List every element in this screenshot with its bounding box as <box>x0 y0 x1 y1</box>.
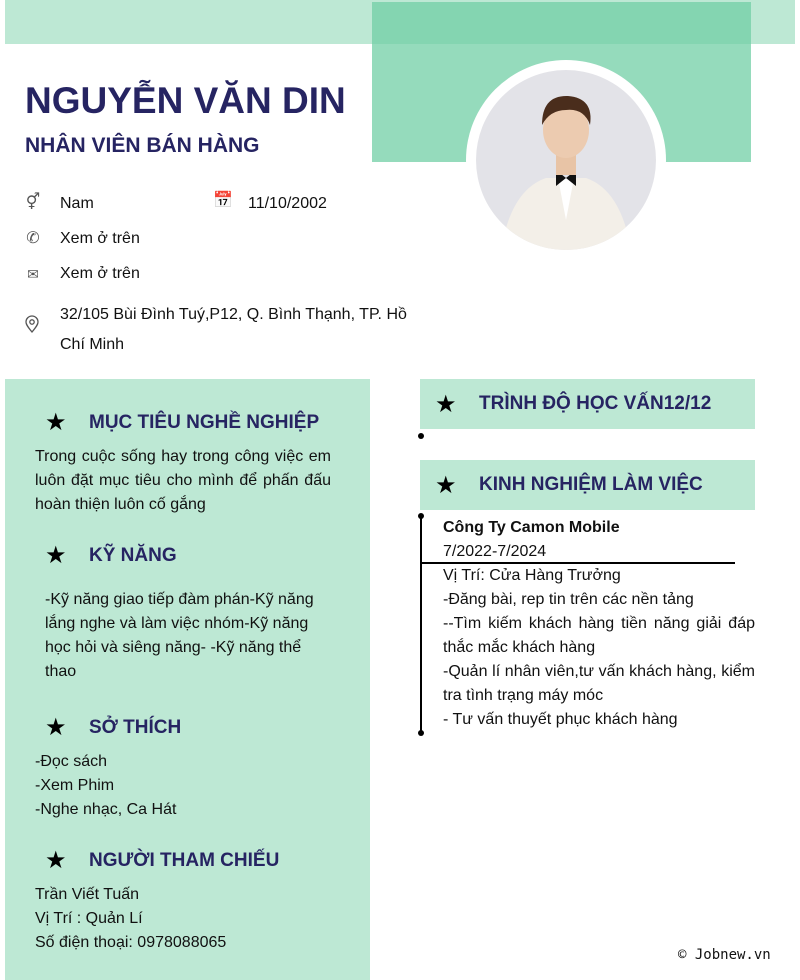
section-title: KỸ NĂNG <box>89 544 177 566</box>
star-icon: ★ <box>45 542 67 569</box>
education-heading <box>420 379 755 429</box>
address-value: 32/105 Bùi Đình Tuý,P12, Q. Bình Thạnh, TP. Hồ Chí Minh <box>60 306 407 353</box>
work-position: Vị Trí: Cửa Hàng Trưởng <box>443 567 621 584</box>
work-detail: --Tìm kiếm khách hàng tiền năng giải đáp thắc mắc khách hàng <box>443 615 755 656</box>
hobby-item: -Đọc sách <box>35 753 108 770</box>
reference-position: Vị Trí : Quản Lí <box>35 910 143 927</box>
avatar <box>466 60 666 260</box>
work-detail: -Đăng bài, rep tin trên các nền tảng <box>443 591 694 608</box>
star-icon: ★ <box>45 409 67 436</box>
objective-text: Trong cuộc sống hay trong công việc em luôn đặt mục tiêu cho mình để phấn đấu hoàn thiện luôn cố gắng <box>35 448 331 513</box>
email-value: Xem ở trên <box>60 265 140 282</box>
hobby-item: -Xem Phim <box>35 777 115 794</box>
references-heading <box>45 846 279 875</box>
section-title: NGƯỜI THAM CHIẾU <box>89 849 280 871</box>
reference-name: Trần Viết Tuấn <box>35 886 140 903</box>
phone-icon: ✆ <box>26 230 40 247</box>
work-detail: - Tư vấn thuyết phục khách hàng <box>443 711 678 728</box>
work-period: 7/2022-7/2024 <box>443 543 547 560</box>
candidate-name: NGUYỄN VĂN DIN <box>25 80 346 121</box>
references-list <box>35 883 226 955</box>
hobby-item: -Nghe nhạc, Ca Hát <box>35 801 177 818</box>
profile-photo <box>476 70 656 250</box>
birthday-value: 11/10/2002 <box>248 195 327 212</box>
star-icon: ★ <box>435 471 457 499</box>
calendar-icon: 📅 <box>213 192 233 209</box>
skills-heading <box>45 541 177 570</box>
section-title: TRÌNH ĐỘ HỌC VẤN12/12 <box>479 393 712 414</box>
section-title: SỞ THÍCH <box>89 716 182 738</box>
star-icon: ★ <box>45 714 67 741</box>
phone-value: Xem ở trên <box>60 230 140 247</box>
location-icon <box>23 315 41 333</box>
section-title: KINH NGHIỆM LÀM VIỆC <box>479 474 703 495</box>
mail-icon: ✉ <box>27 266 39 282</box>
work-details <box>443 564 755 732</box>
timeline-dot <box>418 433 424 439</box>
gender-value: Nam <box>60 195 94 212</box>
experience-heading <box>420 460 755 510</box>
section-title: MỤC TIÊU NGHỀ NGHIỆP <box>89 411 320 433</box>
objective-heading <box>45 408 319 437</box>
star-icon: ★ <box>435 390 457 418</box>
gender-icon: ⚥ <box>25 194 41 211</box>
timeline-line <box>420 516 422 734</box>
work-detail: -Quản lí nhân viên,tư vấn khách hàng, kiểm tra tình trạng máy móc <box>443 663 755 704</box>
hobbies-list <box>35 750 176 822</box>
reference-phone: Số điện thoại: 0978088065 <box>35 934 227 951</box>
star-icon: ★ <box>45 847 67 874</box>
timeline-dot <box>418 730 424 736</box>
company-name: Công Ty Camon Mobile <box>443 519 620 536</box>
footer-credit: © Jobnew.vn <box>678 947 771 963</box>
skills-text: -Kỹ năng giao tiếp đàm phán-Kỹ năng lắng nghe và làm việc nhóm-Kỹ năng học hỏi và siêng năng- -Kỹ năng thể thao <box>45 591 314 680</box>
hobbies-heading <box>45 713 181 742</box>
candidate-role: NHÂN VIÊN BÁN HÀNG <box>25 134 260 157</box>
